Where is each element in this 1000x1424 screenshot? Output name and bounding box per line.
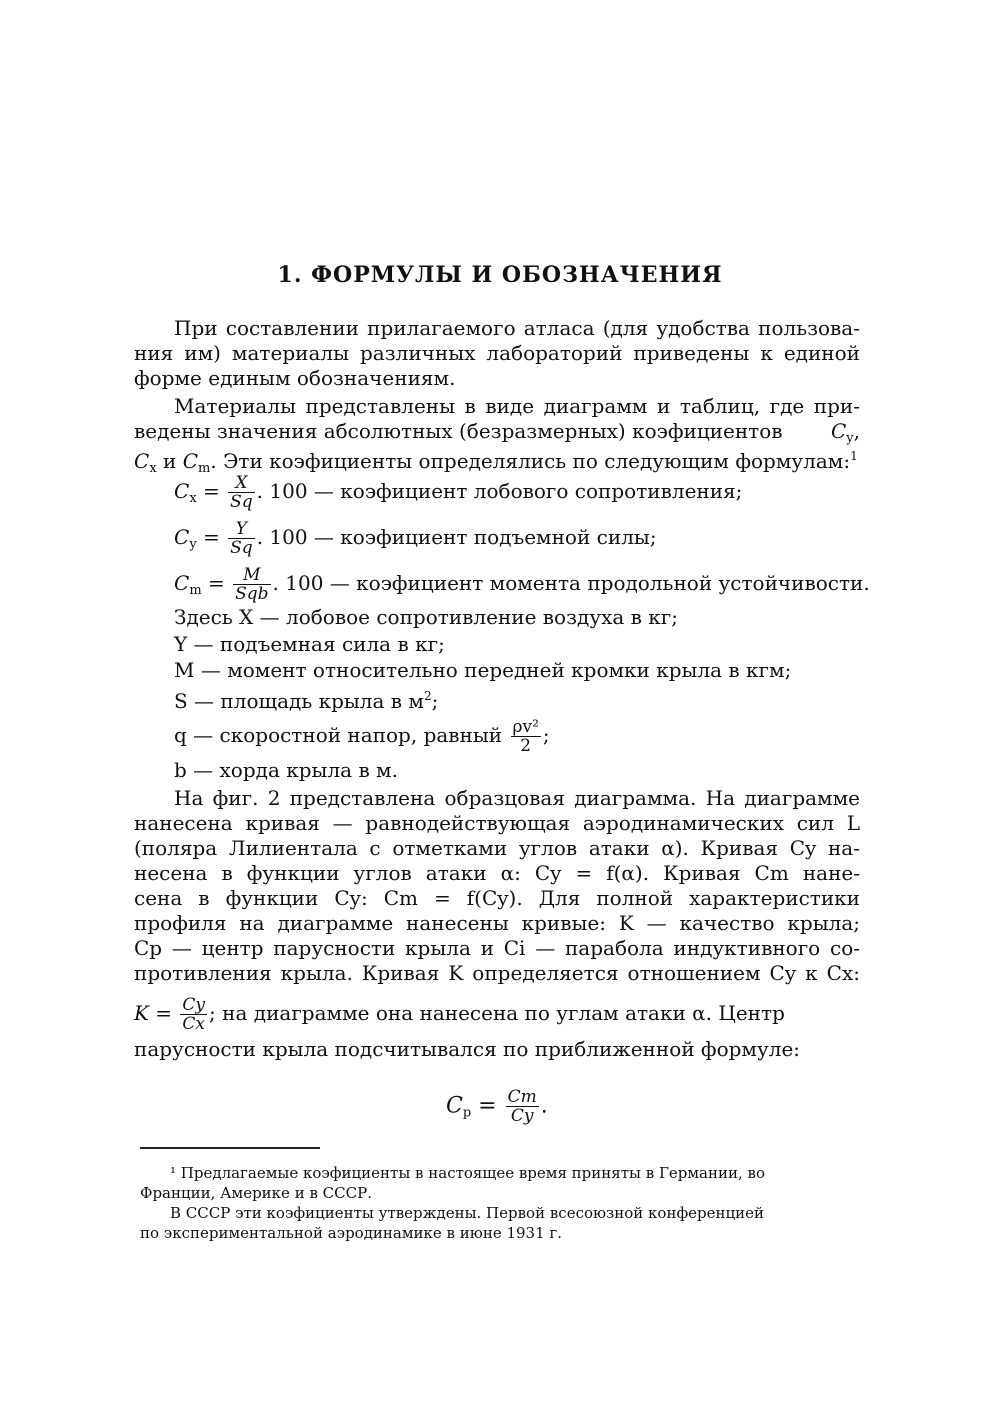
para1-line1: При составлении прилагаемого атласа (для удобства пользова- [174,316,860,340]
para3-line3: (поляра Лилиентала с отметками углов атаки α). Кривая Cy на- [134,836,860,860]
section-title: ФОРМУЛЫ И ОБОЗНАЧЕНИЯ [311,262,723,288]
and-word: и [163,449,177,473]
para3-line1: На фиг. 2 представлена образцовая диаграмма. На диаграмме [174,786,860,810]
def-x: Здесь X — лобовое сопротивление воздуха в кг; [174,605,678,629]
para3-line7: Cp — центр парусности крыла и Ci — парабола индуктивного со- [134,936,860,960]
formula-cp: $C_p$ = $\frac{Cm}{Cy}$ . [446,1087,548,1126]
footnote-ref: 1 [850,449,858,463]
para1-line2: ния им) материалы различных лабораторий приведены к единой [134,341,860,365]
def-y: Y — подъемная сила в кг; [174,632,445,656]
footnote1-line1: ¹ Предлагаемые коэфициенты в настоящее время приняты в Германии, во [170,1164,765,1182]
footnote-divider [140,1147,320,1149]
para3-line8: противления крыла. Кривая K определяется отношением Cy к Cx: [134,961,860,985]
para2-line1: Материалы представлены в виде диаграмм и таблиц, где при- [174,394,860,418]
para2-line3: $C_x$ и $C_m$. Эти коэфициенты определялись по следующим формулам:$^1$ [134,449,858,476]
para3-line5: сена в функции Cy: Cm = f(Cy). Для полной характеристики [134,886,860,910]
formula-cx: $C_x$ = $\frac{X}{Sq}$ . 100 — коэфициент лобового сопротивления; [174,473,743,512]
formula-cx-tail: . 100 — коэфициент лобового сопротивления; [256,479,743,503]
footnote2-line1: В СССР эти коэфициенты утверждены. Первой всесоюзной конференцией [170,1204,765,1222]
para3-line9: K = $\frac{Cy}{Cx}$ ; на диаграмме она нанесена по углам атаки α. Центр [134,995,785,1034]
formula-cm-tail: . 100 — коэфициент момента продольной устойчивости. [272,571,870,595]
formula-cy-tail: . 100 — коэфициент подъемной силы; [256,525,657,549]
formula-cm: $C_m$ = $\frac{M}{\text{Sqb}}$ . 100 — коэфициент момента продольной устойчивости. [174,565,870,604]
para1-line3: форме единым обозначениям. [134,366,456,390]
section-heading [0,262,1000,288]
para3-line4: несена в функции углов атаки α: Cy = f(α). Кривая Cm нане- [134,861,860,885]
def-b: b — хорда крыла в м. [174,758,398,782]
para3-line6: профиля на диаграмме нанесены кривые: K — качество крыла; [134,911,860,935]
def-s: S — площадь крыла в $м^2$; [174,689,439,713]
section-number: 1. [277,262,303,288]
para2-line2: ведены значения абсолютных (безразмерных) коэфициентов $C_y$, [134,419,860,446]
para2-line3-text: . Эти коэфициенты определялись по следующим формулам: [210,449,851,473]
def-q: q — скоростной напор, равный $\frac{\text{ρv²}}{2}$ ; [174,717,550,756]
para2-line2-text: ведены значения абсолютных (безразмерных) коэфициентов [134,419,783,443]
para3-line2: нанесена кривая — равнодействующая аэродинамических сил L [134,811,860,835]
formula-cy: $C_y$ = $\frac{Y}{Sq}$ . 100 — коэфициент подъемной силы; [174,519,657,558]
def-m: M — момент относительно передней кромки крыла в кгм; [174,658,792,682]
para3-line10: парусности крыла подсчитывался по приближенной формуле: [134,1037,801,1061]
footnote1-line2: Франции, Америке и в СССР. [140,1184,372,1202]
footnote2-line2: по экспериментальной аэродинамике в июне 1931 г. [140,1224,563,1242]
